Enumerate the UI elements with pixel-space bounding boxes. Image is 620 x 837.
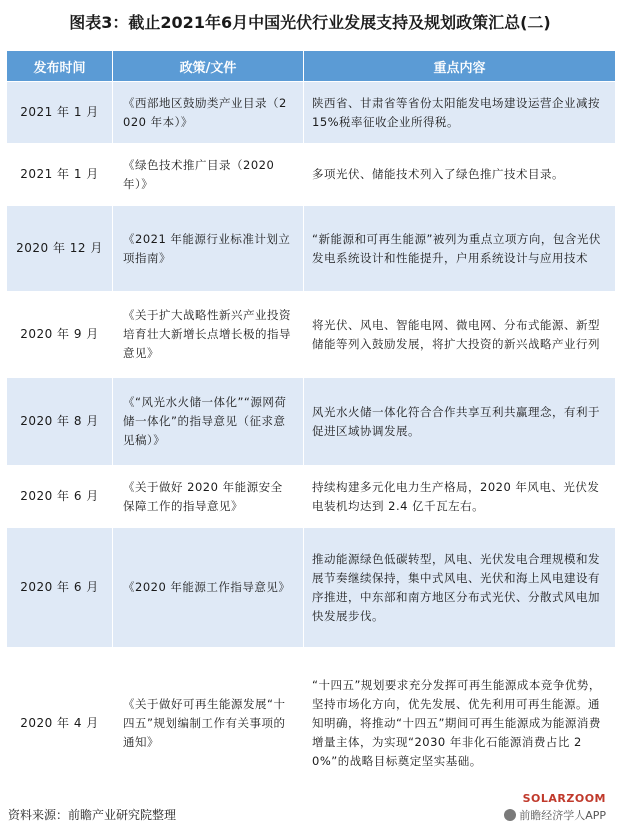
row-content: 持续构建多元化电力生产格局，2020 年风电、光伏发电装机均达到 2.4 亿千瓦左右。 <box>304 466 616 528</box>
row-date: 2020 年 9 月 <box>7 292 113 378</box>
table-header-row <box>7 51 616 82</box>
brand-app: 前瞻经济学人APP <box>519 809 606 822</box>
page-title: 图表3：截止2021年6月中国光伏行业发展支持及规划政策汇总(二) <box>69 13 551 32</box>
row-date: 2020 年 12 月 <box>7 206 113 292</box>
row-content: “新能源和可再生能源”被列为重点立项方向，包含光伏发电系统设计和性能提升，户用系统设计与应用技术 <box>304 206 616 292</box>
policy-table-container <box>6 50 615 800</box>
header-policy: 政策/文件 <box>113 51 304 82</box>
row-date: 2021 年 1 月 <box>7 144 113 206</box>
table-row <box>7 206 616 292</box>
table-row <box>7 292 616 378</box>
table-row <box>7 648 616 800</box>
row-date: 2020 年 8 月 <box>7 378 113 466</box>
source-note: 资料来源：前瞻产业研究院整理 <box>8 808 177 822</box>
table-row <box>7 466 616 528</box>
header-content: 重点内容 <box>304 51 616 82</box>
table-row <box>7 528 616 648</box>
row-content: 推动能源绿色低碳转型，风电、光伏发电合理规模和发展节奏继续保持，集中式风电、光伏和海上风电建设有序推进，中东部和南方地区分布式光伏、分散式风电加快发展步伐。 <box>304 528 616 648</box>
wechat-icon <box>504 809 516 821</box>
row-content: 风光水火储一体化符合合作共享互利共赢理念，有利于促进区域协调发展。 <box>304 378 616 466</box>
row-policy: 《关于做好 2020 年能源安全保障工作的指导意见》 <box>113 466 304 528</box>
row-policy: 《2021 年能源行业标准计划立项指南》 <box>113 206 304 292</box>
brand-site: SOLARZOOM <box>522 792 606 805</box>
row-content: 多项光伏、储能技术列入了绿色推广技术目录。 <box>304 144 616 206</box>
row-policy: 《“风光水火储一体化”“源网荷储一体化”的指导意见（征求意见稿）》 <box>113 378 304 466</box>
table-row <box>7 378 616 466</box>
brand-app-line <box>504 807 606 823</box>
row-content: “十四五”规划要求充分发挥可再生能源成本竞争优势，坚持市场化方向，优先发展、优先利用可再生能源。通知明确，将推动“十四五”期间可再生能源成为能源消费增量主体，为实现“2030 年非化石能源消费占比 20%”的战略目标奠定坚实基础。 <box>304 648 616 800</box>
table-row <box>7 144 616 206</box>
row-content: 将光伏、风电、智能电网、微电网、分布式能源、新型储能等列入鼓励发展，将扩大投资的新兴战略产业行列 <box>304 292 616 378</box>
row-policy: 《绿色技术推广目录（2020 年）》 <box>113 144 304 206</box>
row-date: 2020 年 4 月 <box>7 648 113 800</box>
row-policy: 《西部地区鼓励类产业目录（2020 年本）》 <box>113 82 304 144</box>
row-policy: 《关于做好可再生能源发展“十四五”规划编制工作有关事项的通知》 <box>113 648 304 800</box>
row-date: 2020 年 6 月 <box>7 466 113 528</box>
policy-table <box>6 50 616 800</box>
row-policy: 《2020 年能源工作指导意见》 <box>113 528 304 648</box>
brand-watermark <box>504 792 606 823</box>
table-row <box>7 82 616 144</box>
header-date: 发布时间 <box>7 51 113 82</box>
row-policy: 《关于扩大战略性新兴产业投资 培育壮大新增长点增长极的指导意见》 <box>113 292 304 378</box>
row-content: 陕西省、甘肃省等省份太阳能发电场建设运营企业减按 15%税率征收企业所得税。 <box>304 82 616 144</box>
row-date: 2020 年 6 月 <box>7 528 113 648</box>
row-date: 2021 年 1 月 <box>7 82 113 144</box>
